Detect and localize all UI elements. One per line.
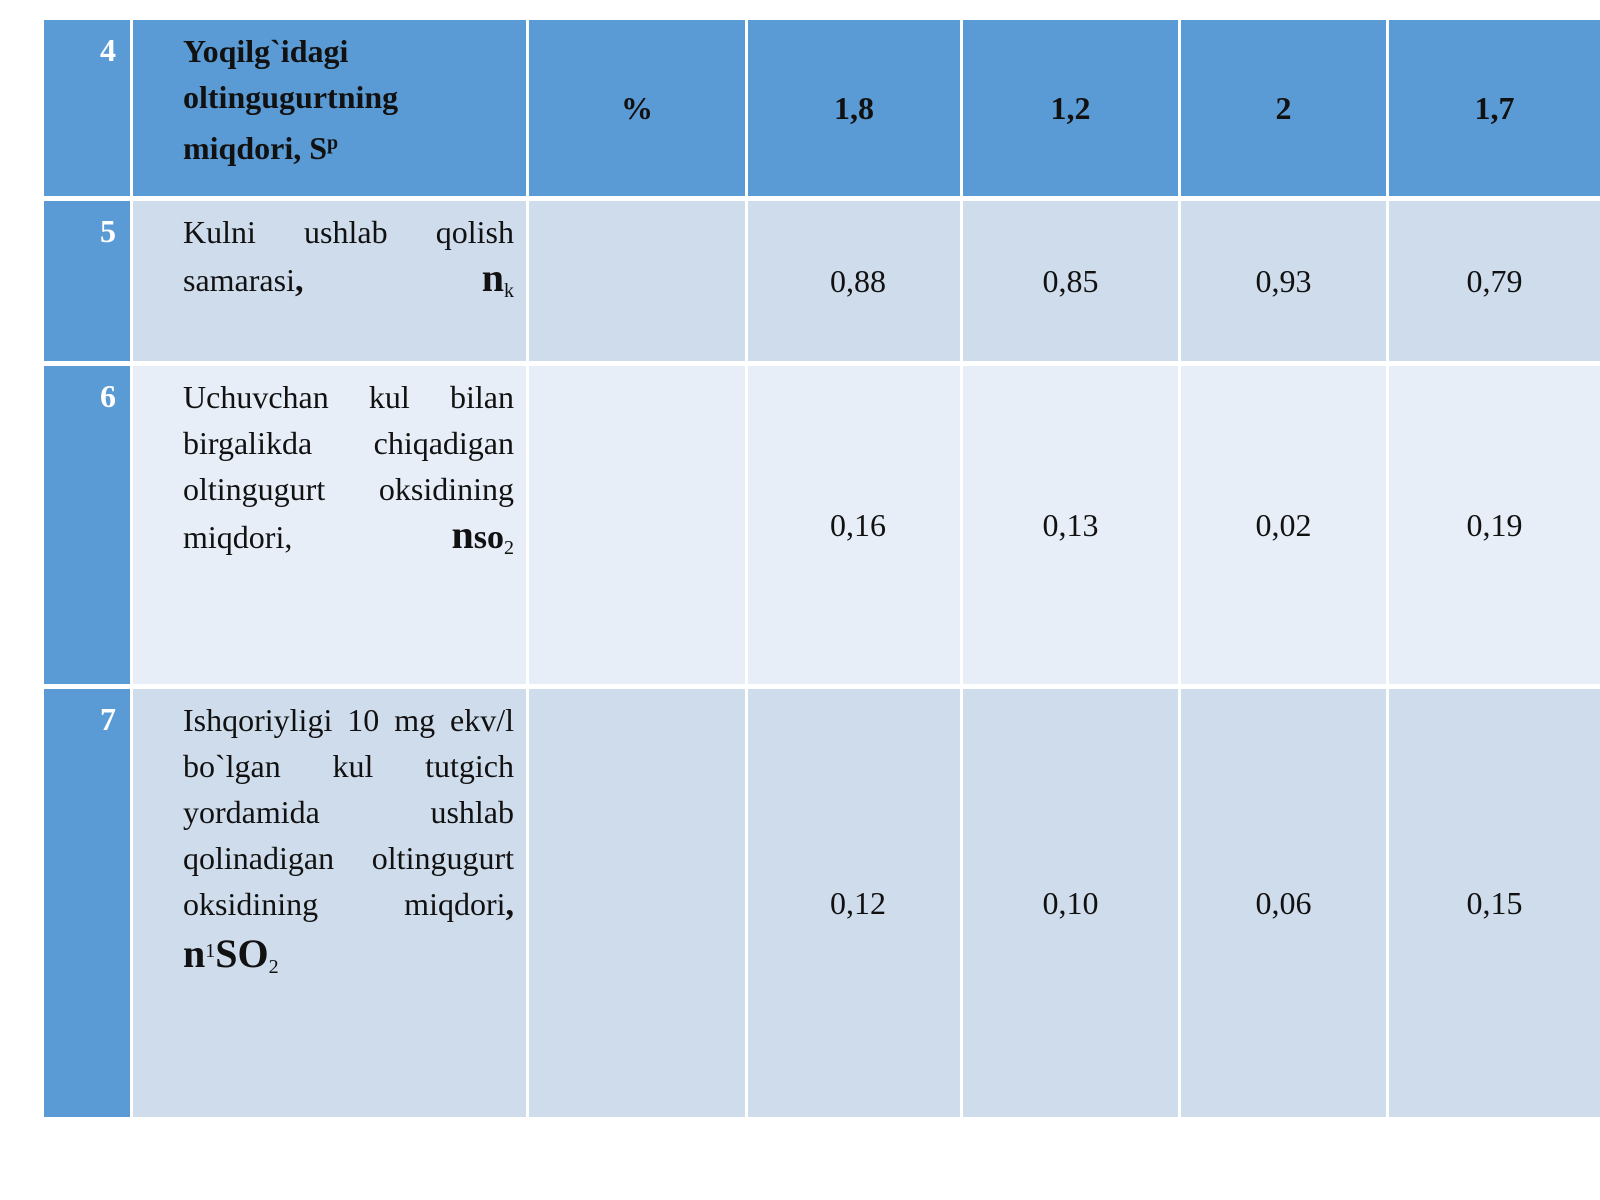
unit-text: % (621, 89, 653, 126)
value-text: 0,16 (830, 506, 886, 543)
value-text: 0,06 (1255, 884, 1312, 921)
value-cell (1181, 20, 1386, 196)
value-cell (748, 689, 960, 1117)
label-text: Kulni ushlab qolish samarasi (183, 214, 514, 298)
value-cell (748, 20, 960, 196)
unit-cell (529, 366, 745, 684)
value-cell (1389, 689, 1600, 1117)
value-cell (1181, 689, 1386, 1117)
value-text: 0,93 (1255, 262, 1312, 299)
unit-cell (529, 689, 745, 1117)
row-number-text: 7 (100, 701, 116, 737)
value-text: 0,10 (1042, 884, 1099, 921)
value-cell (1389, 201, 1600, 361)
value-cell (1181, 201, 1386, 361)
row-number-4 (44, 20, 130, 196)
row-number-7 (44, 689, 130, 1117)
row-number-text: 4 (100, 32, 116, 68)
label-superscript: p (327, 132, 339, 154)
label-symbol: n (481, 255, 504, 300)
value-cell (963, 366, 1178, 684)
label-symbol: n (183, 931, 206, 976)
value-text: 0,19 (1466, 506, 1523, 543)
value-cell (1181, 366, 1386, 684)
value-cell (748, 201, 960, 361)
value-text: 0,13 (1042, 506, 1099, 543)
label-comma: , (505, 886, 514, 923)
label-text: Ishqoriyligi 10 mg ekv/l bo`lgan kul tutgich yordamida ushlab qolinadigan oltingugurt oksidining miqdori (183, 702, 514, 922)
row-label-fly-ash-sulfur (133, 366, 526, 684)
label-text: Uchuvchan kul bilan birgalikda chiqadigan oltingugurt oksidining miqdori, (183, 379, 514, 555)
row-label-ash-capture (133, 201, 526, 361)
value-cell (1389, 20, 1600, 196)
label-comma: , (294, 262, 304, 299)
row-label-alkaline-capture (133, 689, 526, 1117)
row-number-6 (44, 366, 130, 684)
label-subscript: 2 (268, 956, 279, 978)
label-symbol-rest: so (473, 519, 504, 556)
value-cell (963, 201, 1178, 361)
label-text: Yoqilg`idagi oltingugurtning miqdori, S (183, 33, 399, 166)
value-text: 0,85 (1042, 262, 1099, 299)
label-superscript: 1 (205, 940, 216, 962)
label-symbol: n (451, 512, 474, 557)
value-text: 0,88 (830, 262, 886, 299)
value-text: 1,7 (1474, 89, 1515, 126)
value-text: 1,8 (834, 89, 874, 126)
row-number-5 (44, 201, 130, 361)
label-symbol-rest: SO (215, 931, 269, 976)
row-label-sulfur-content (133, 20, 526, 196)
value-cell (963, 689, 1178, 1117)
value-text: 2 (1275, 89, 1292, 126)
unit-cell (529, 201, 745, 361)
value-text: 1,2 (1050, 89, 1091, 126)
value-text: 0,15 (1466, 884, 1523, 921)
value-text: 0,79 (1466, 262, 1523, 299)
label-subscript: k (504, 280, 514, 302)
value-cell (1389, 366, 1600, 684)
label-subscript: 2 (504, 537, 514, 559)
value-cell (963, 20, 1178, 196)
unit-cell (529, 20, 745, 196)
data-table (44, 20, 1582, 1102)
row-number-text: 6 (100, 378, 116, 414)
value-text: 0,12 (830, 884, 886, 921)
value-text: 0,02 (1255, 506, 1312, 543)
row-number-text: 5 (100, 213, 116, 249)
value-cell (748, 366, 960, 684)
